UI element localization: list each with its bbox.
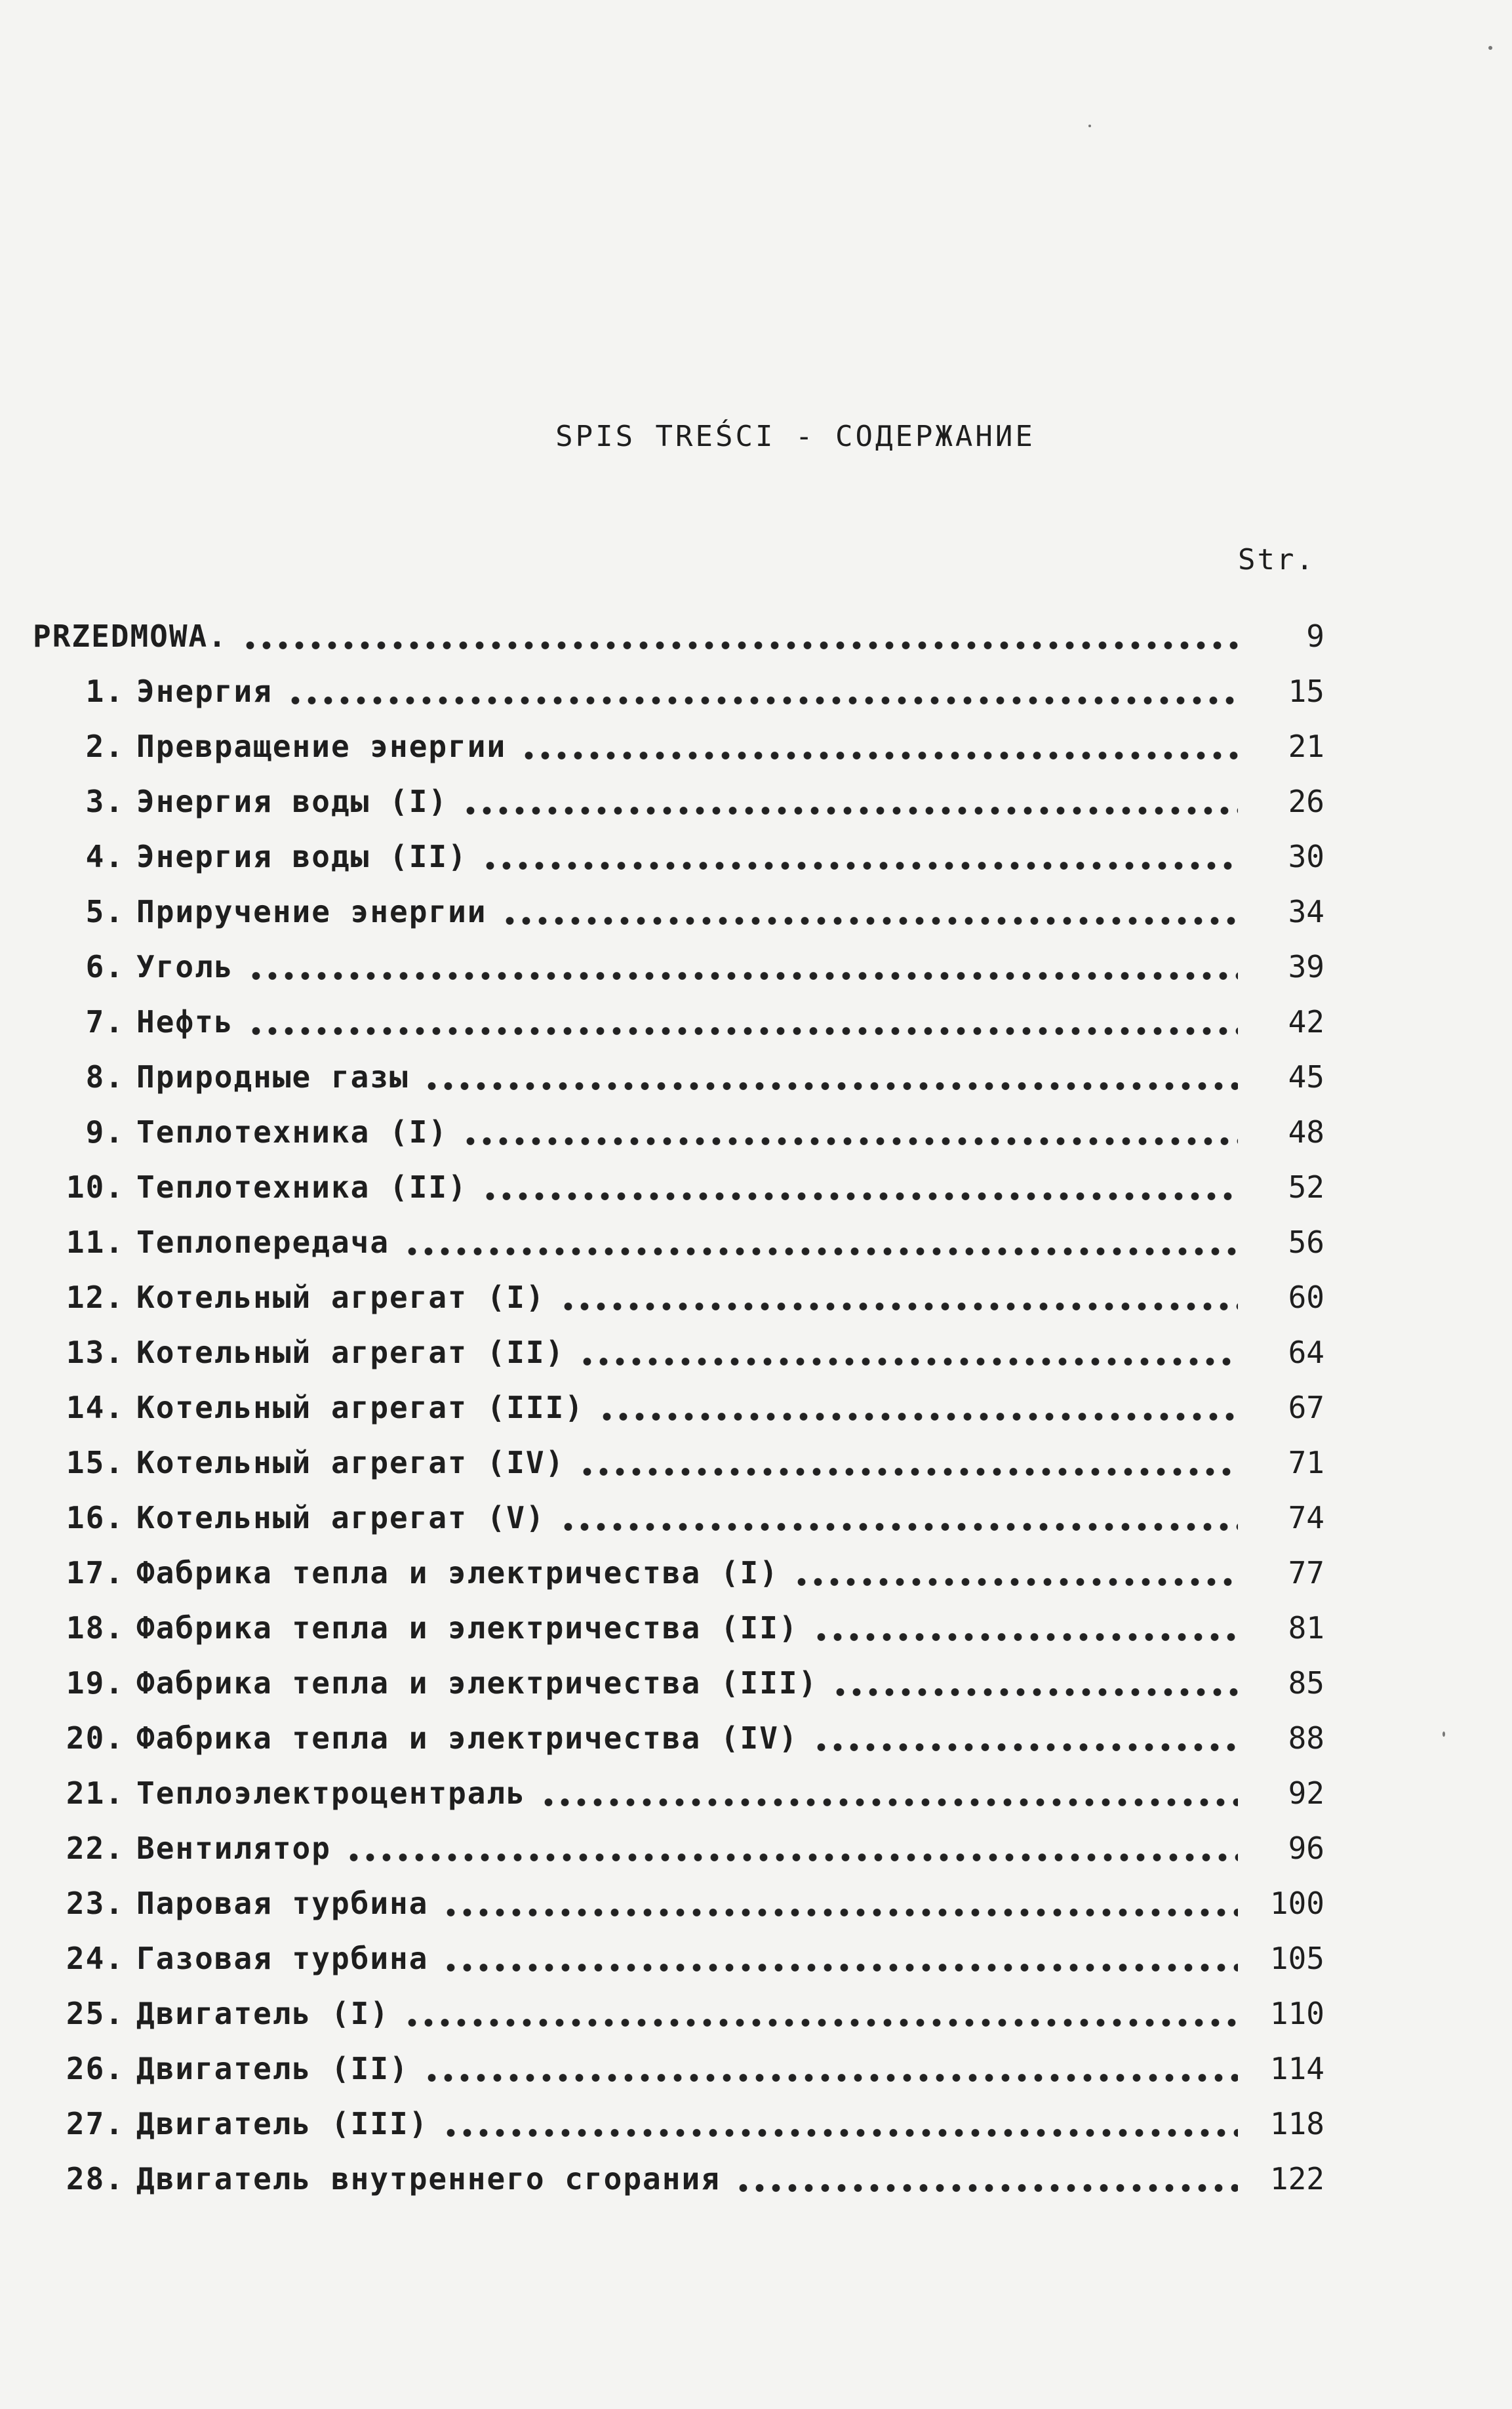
toc-entry [33,1711,1324,1766]
dot-leader [560,1503,1238,1533]
toc-entry-page: 77 [1288,1555,1324,1590]
toc-entry-page: 110 [1269,1996,1324,2031]
toc-entry [33,2096,1324,2151]
toc-entry-title: Фабрика тепла и электричества (IV) [136,1720,799,1756]
dot-leader [813,1723,1238,1753]
toc-entry-title: Котельный агрегат (III) [136,1390,584,1425]
dot-leader [287,676,1238,706]
toc-entry-number: 12. [66,1280,125,1315]
toc-entry [33,774,1324,829]
page-title: SPIS TREŚCI - СОДЕРЖАНИЕ [555,420,1035,453]
toc-entry [33,1876,1324,1931]
toc-entry-page: 26 [1288,784,1324,819]
toc-entry [33,1104,1324,1160]
toc-entry [33,829,1324,884]
toc-entry-page: 81 [1288,1610,1324,1646]
toc-entry [33,1655,1324,1711]
toc-entry-title: Котельный агрегат (II) [136,1335,565,1370]
dot-leader [793,1558,1238,1588]
toc-entry [33,1215,1324,1270]
toc-entry [33,1986,1324,2041]
toc-entry-number: 21. [66,1775,125,1811]
dot-leader [502,897,1239,927]
toc-entry-number: 25. [66,1996,125,2031]
toc-entry-title: Теплоэлектроцентраль [136,1775,526,1811]
toc-entry-page: 21 [1288,729,1324,764]
table-of-contents [33,609,1324,2206]
toc-entry [33,719,1324,774]
toc-entry-title: Котельный агрегат (IV) [136,1445,565,1480]
toc-entry-page: 92 [1288,1775,1324,1811]
toc-entry-number: 10. [66,1169,125,1205]
dot-leader [599,1392,1238,1423]
toc-entry-page: 67 [1288,1390,1324,1425]
toc-entry-page: 122 [1269,2161,1324,2196]
toc-entry-page: 64 [1288,1335,1324,1370]
toc-entry-title: Теплопередача [136,1225,390,1260]
toc-entry-number: 18. [66,1610,125,1646]
toc-entry-page: 9 [1306,618,1324,654]
toc-entry [33,2041,1324,2096]
toc-entry-page: 52 [1288,1169,1324,1205]
toc-entry-number: 7. [85,1004,125,1040]
dot-leader [404,1227,1238,1257]
toc-entry [33,1931,1324,1986]
toc-entry-title: Нефть [136,1004,234,1040]
toc-entry [33,1380,1324,1435]
toc-entry-title: Двигатель внутреннего сгорания [136,2161,721,2196]
toc-entry-title: Приручение энергии [136,894,487,929]
dot-leader [482,841,1238,872]
dot-leader [346,1833,1238,1863]
toc-entry [33,2151,1324,2206]
page-column-label: Str. [1238,543,1315,577]
toc-entry-title: Превращение энергии [136,729,507,764]
toc-entry-number: 26. [66,2051,125,2086]
toc-entry-page: 100 [1269,1886,1324,1921]
toc-entry-page: 118 [1269,2106,1324,2141]
dot-leader [813,1613,1238,1643]
toc-entry-page: 15 [1288,674,1324,709]
toc-entry [33,1490,1324,1545]
dot-leader [443,1943,1238,1974]
toc-entry-number: 5. [85,894,125,929]
scan-speck [1088,125,1091,127]
toc-entry-page: 56 [1288,1225,1324,1260]
toc-entry [33,884,1324,939]
toc-entry [33,939,1324,994]
toc-entry-title: Теплотехника (II) [136,1169,468,1205]
toc-entry-number: 28. [66,2161,125,2196]
toc-entry-number: 16. [66,1500,125,1535]
dot-leader [579,1337,1238,1367]
toc-entry-number: 17. [66,1555,125,1590]
dot-leader [424,2054,1238,2084]
toc-entry-title: PRZEDMOWA. [33,618,228,654]
dot-leader [248,1007,1238,1037]
dot-leader [735,2164,1238,2194]
scan-speck [1442,1731,1445,1737]
toc-entry-title: Уголь [136,949,234,984]
toc-entry-number: 27. [66,2106,125,2141]
toc-entry-number: 8. [85,1059,125,1095]
toc-entry-number: 11. [66,1225,125,1260]
toc-entry-number: 9. [85,1114,125,1150]
toc-entry-title: Котельный агрегат (I) [136,1280,546,1315]
toc-entry-title: Двигатель (I) [136,1996,390,2031]
toc-entry-number: 24. [66,1941,125,1976]
dot-leader [521,731,1238,761]
dot-leader [443,2109,1238,2139]
dot-leader [404,1998,1238,2029]
toc-entry [33,1545,1324,1600]
toc-entry-title: Фабрика тепла и электричества (II) [136,1610,799,1646]
toc-entry-title: Котельный агрегат (V) [136,1500,546,1535]
toc-entry-page: 48 [1288,1114,1324,1150]
dot-leader [560,1282,1238,1312]
toc-entry-number: 20. [66,1720,125,1756]
dot-leader [248,952,1238,982]
dot-leader [579,1447,1238,1478]
toc-entry-number: 15. [66,1445,125,1480]
toc-entry-title: Энергия воды (II) [136,839,468,874]
dot-leader [832,1668,1238,1698]
toc-entry [33,1325,1324,1380]
toc-entry-number: 14. [66,1390,125,1425]
toc-entry [33,1049,1324,1104]
toc-entry-page: 74 [1288,1500,1324,1535]
dot-leader [540,1778,1238,1808]
dot-leader [462,1117,1238,1147]
toc-entry-page: 88 [1288,1720,1324,1756]
toc-entry-page: 39 [1288,949,1324,984]
toc-entry-number: 22. [66,1831,125,1866]
toc-entry-title: Фабрика тепла и электричества (I) [136,1555,779,1590]
dot-leader [462,786,1238,817]
toc-entry-title: Энергия воды (I) [136,784,448,819]
toc-entry [33,1270,1324,1325]
toc-entry-title: Паровая турбина [136,1886,429,1921]
dot-leader [443,1888,1238,1918]
toc-entry-title: Теплотехника (I) [136,1114,448,1150]
toc-entry-page: 42 [1288,1004,1324,1040]
toc-entry-title: Газовая турбина [136,1941,429,1976]
toc-entry-page: 60 [1288,1280,1324,1315]
toc-entry [33,609,1324,664]
toc-entry [33,1600,1324,1655]
toc-entry-page: 85 [1288,1665,1324,1701]
toc-entry-number: 3. [85,784,125,819]
toc-entry-page: 114 [1269,2051,1324,2086]
toc-entry-title: Энергия [136,674,273,709]
toc-entry [33,1821,1324,1876]
toc-entry [33,664,1324,719]
toc-entry-title: Двигатель (III) [136,2106,429,2141]
toc-entry-number: 23. [66,1886,125,1921]
toc-entry-title: Природные газы [136,1059,409,1095]
toc-entry-page: 30 [1288,839,1324,874]
dot-leader [242,621,1238,651]
toc-entry-page: 96 [1288,1831,1324,1866]
toc-entry-number: 4. [85,839,125,874]
dot-leader [424,1062,1238,1092]
toc-entry-page: 105 [1269,1941,1324,1976]
toc-entry [33,1766,1324,1821]
toc-entry-number: 6. [85,949,125,984]
toc-entry-page: 71 [1288,1445,1324,1480]
toc-entry [33,994,1324,1049]
toc-entry-number: 19. [66,1665,125,1701]
toc-entry-title: Двигатель (II) [136,2051,409,2086]
scan-speck [1488,46,1492,50]
dot-leader [482,1172,1238,1202]
toc-entry-title: Фабрика тепла и электричества (III) [136,1665,818,1701]
toc-entry-number: 2. [85,729,125,764]
toc-entry-number: 1. [85,674,125,709]
toc-entry-title: Вентилятор [136,1831,331,1866]
toc-entry-page: 34 [1288,894,1324,929]
toc-entry-page: 45 [1288,1059,1324,1095]
toc-entry [33,1160,1324,1215]
toc-entry-number: 13. [66,1335,125,1370]
toc-entry [33,1435,1324,1490]
